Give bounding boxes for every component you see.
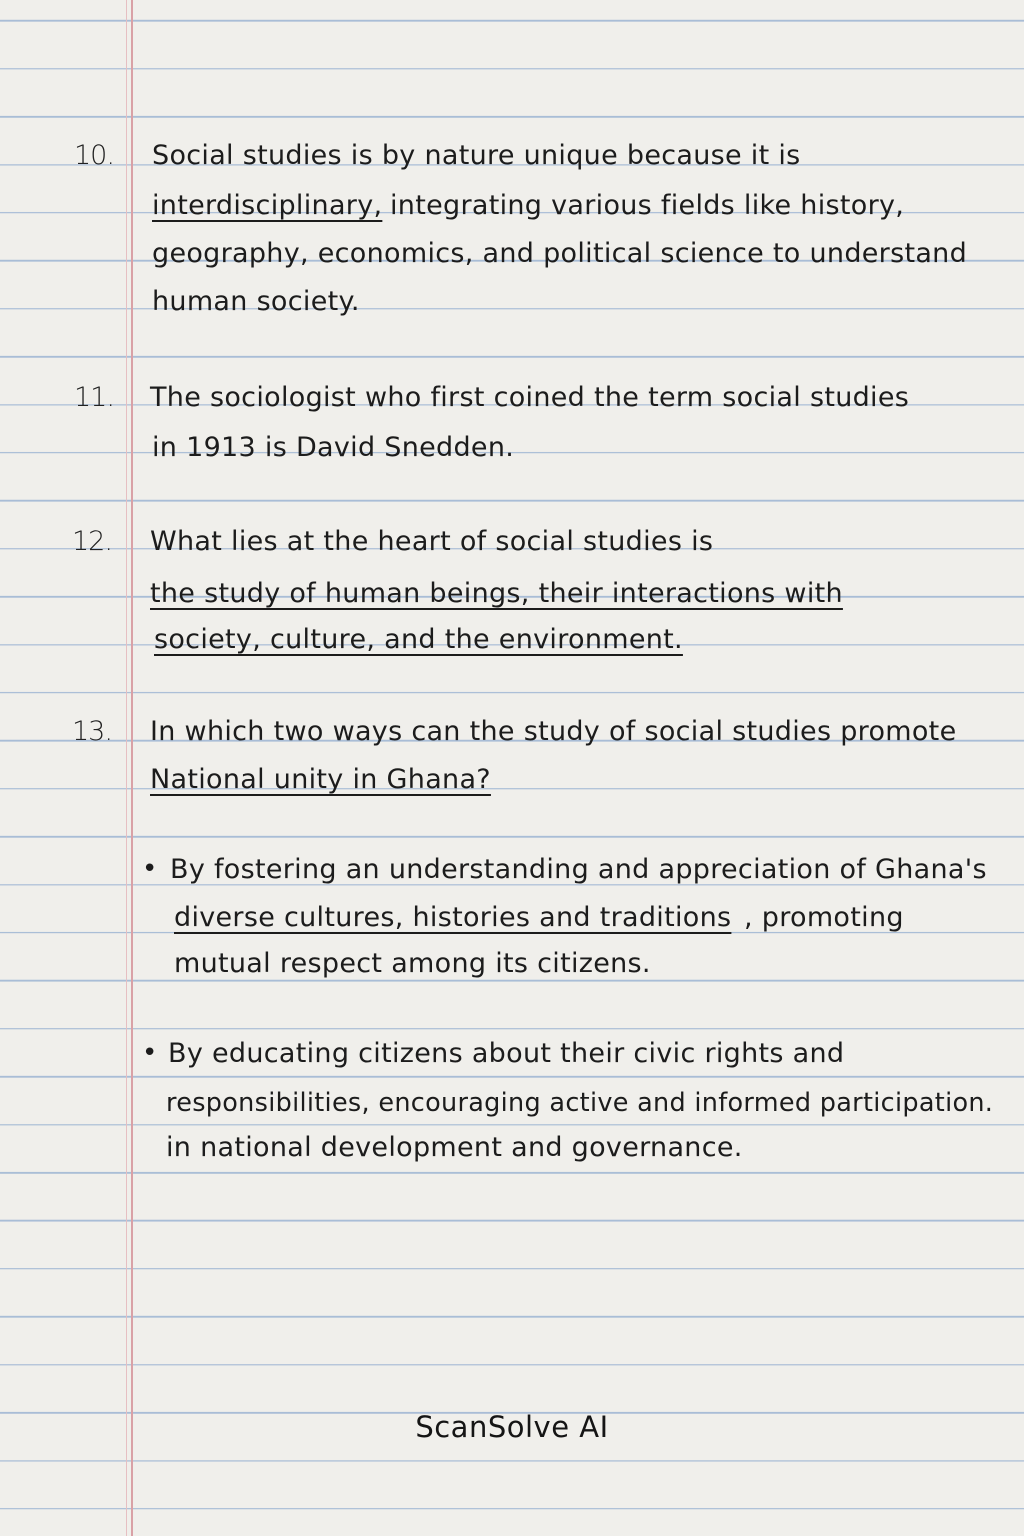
answer-underlined-line: society, culture, and the environment.	[154, 624, 683, 655]
bullet-line: By educating citizens about their civic rights and	[168, 1038, 845, 1069]
margin-line-outer	[126, 0, 127, 1536]
bullet-line: responsibilities, encouraging active and informed participation.	[166, 1088, 994, 1118]
question-number: 10.	[74, 140, 114, 171]
answer-keyword: interdisciplinary,	[152, 190, 383, 221]
bullet-line: in national development and governance.	[166, 1132, 743, 1163]
answer-line: human society.	[152, 286, 360, 317]
question-number: 11.	[74, 382, 114, 413]
answer-line: in 1913 is David Snedden.	[152, 432, 515, 463]
bullet-dot: •	[142, 1038, 158, 1068]
bullet-line: mutual respect among its citizens.	[174, 948, 651, 979]
question-underlined-line: National unity in Ghana?	[150, 764, 491, 795]
answer-line: Social studies is by nature unique because it is	[152, 140, 801, 171]
answer-line: The sociologist who first coined the term social studies	[150, 382, 910, 413]
bullet-line: By fostering an understanding and appreciation of Ghana's	[170, 854, 987, 885]
question-number: 12.	[72, 526, 112, 557]
question-number: 13.	[72, 716, 112, 747]
bullet-dot: •	[142, 854, 158, 884]
margin-line	[131, 0, 133, 1536]
bullet-keyword: diverse cultures, histories and traditions	[174, 902, 732, 933]
brand-watermark: ScanSolve AI	[415, 1410, 609, 1444]
answer-line: What lies at the heart of social studies is	[150, 526, 714, 557]
answer-line: geography, economics, and political science to understand	[152, 238, 968, 269]
bullet-line: , promoting	[744, 902, 904, 933]
answer-underlined-line: the study of human beings, their interactions with	[150, 578, 843, 609]
answer-line: integrating various fields like history,	[390, 190, 905, 221]
question-line: In which two ways can the study of social studies promote	[150, 716, 957, 747]
